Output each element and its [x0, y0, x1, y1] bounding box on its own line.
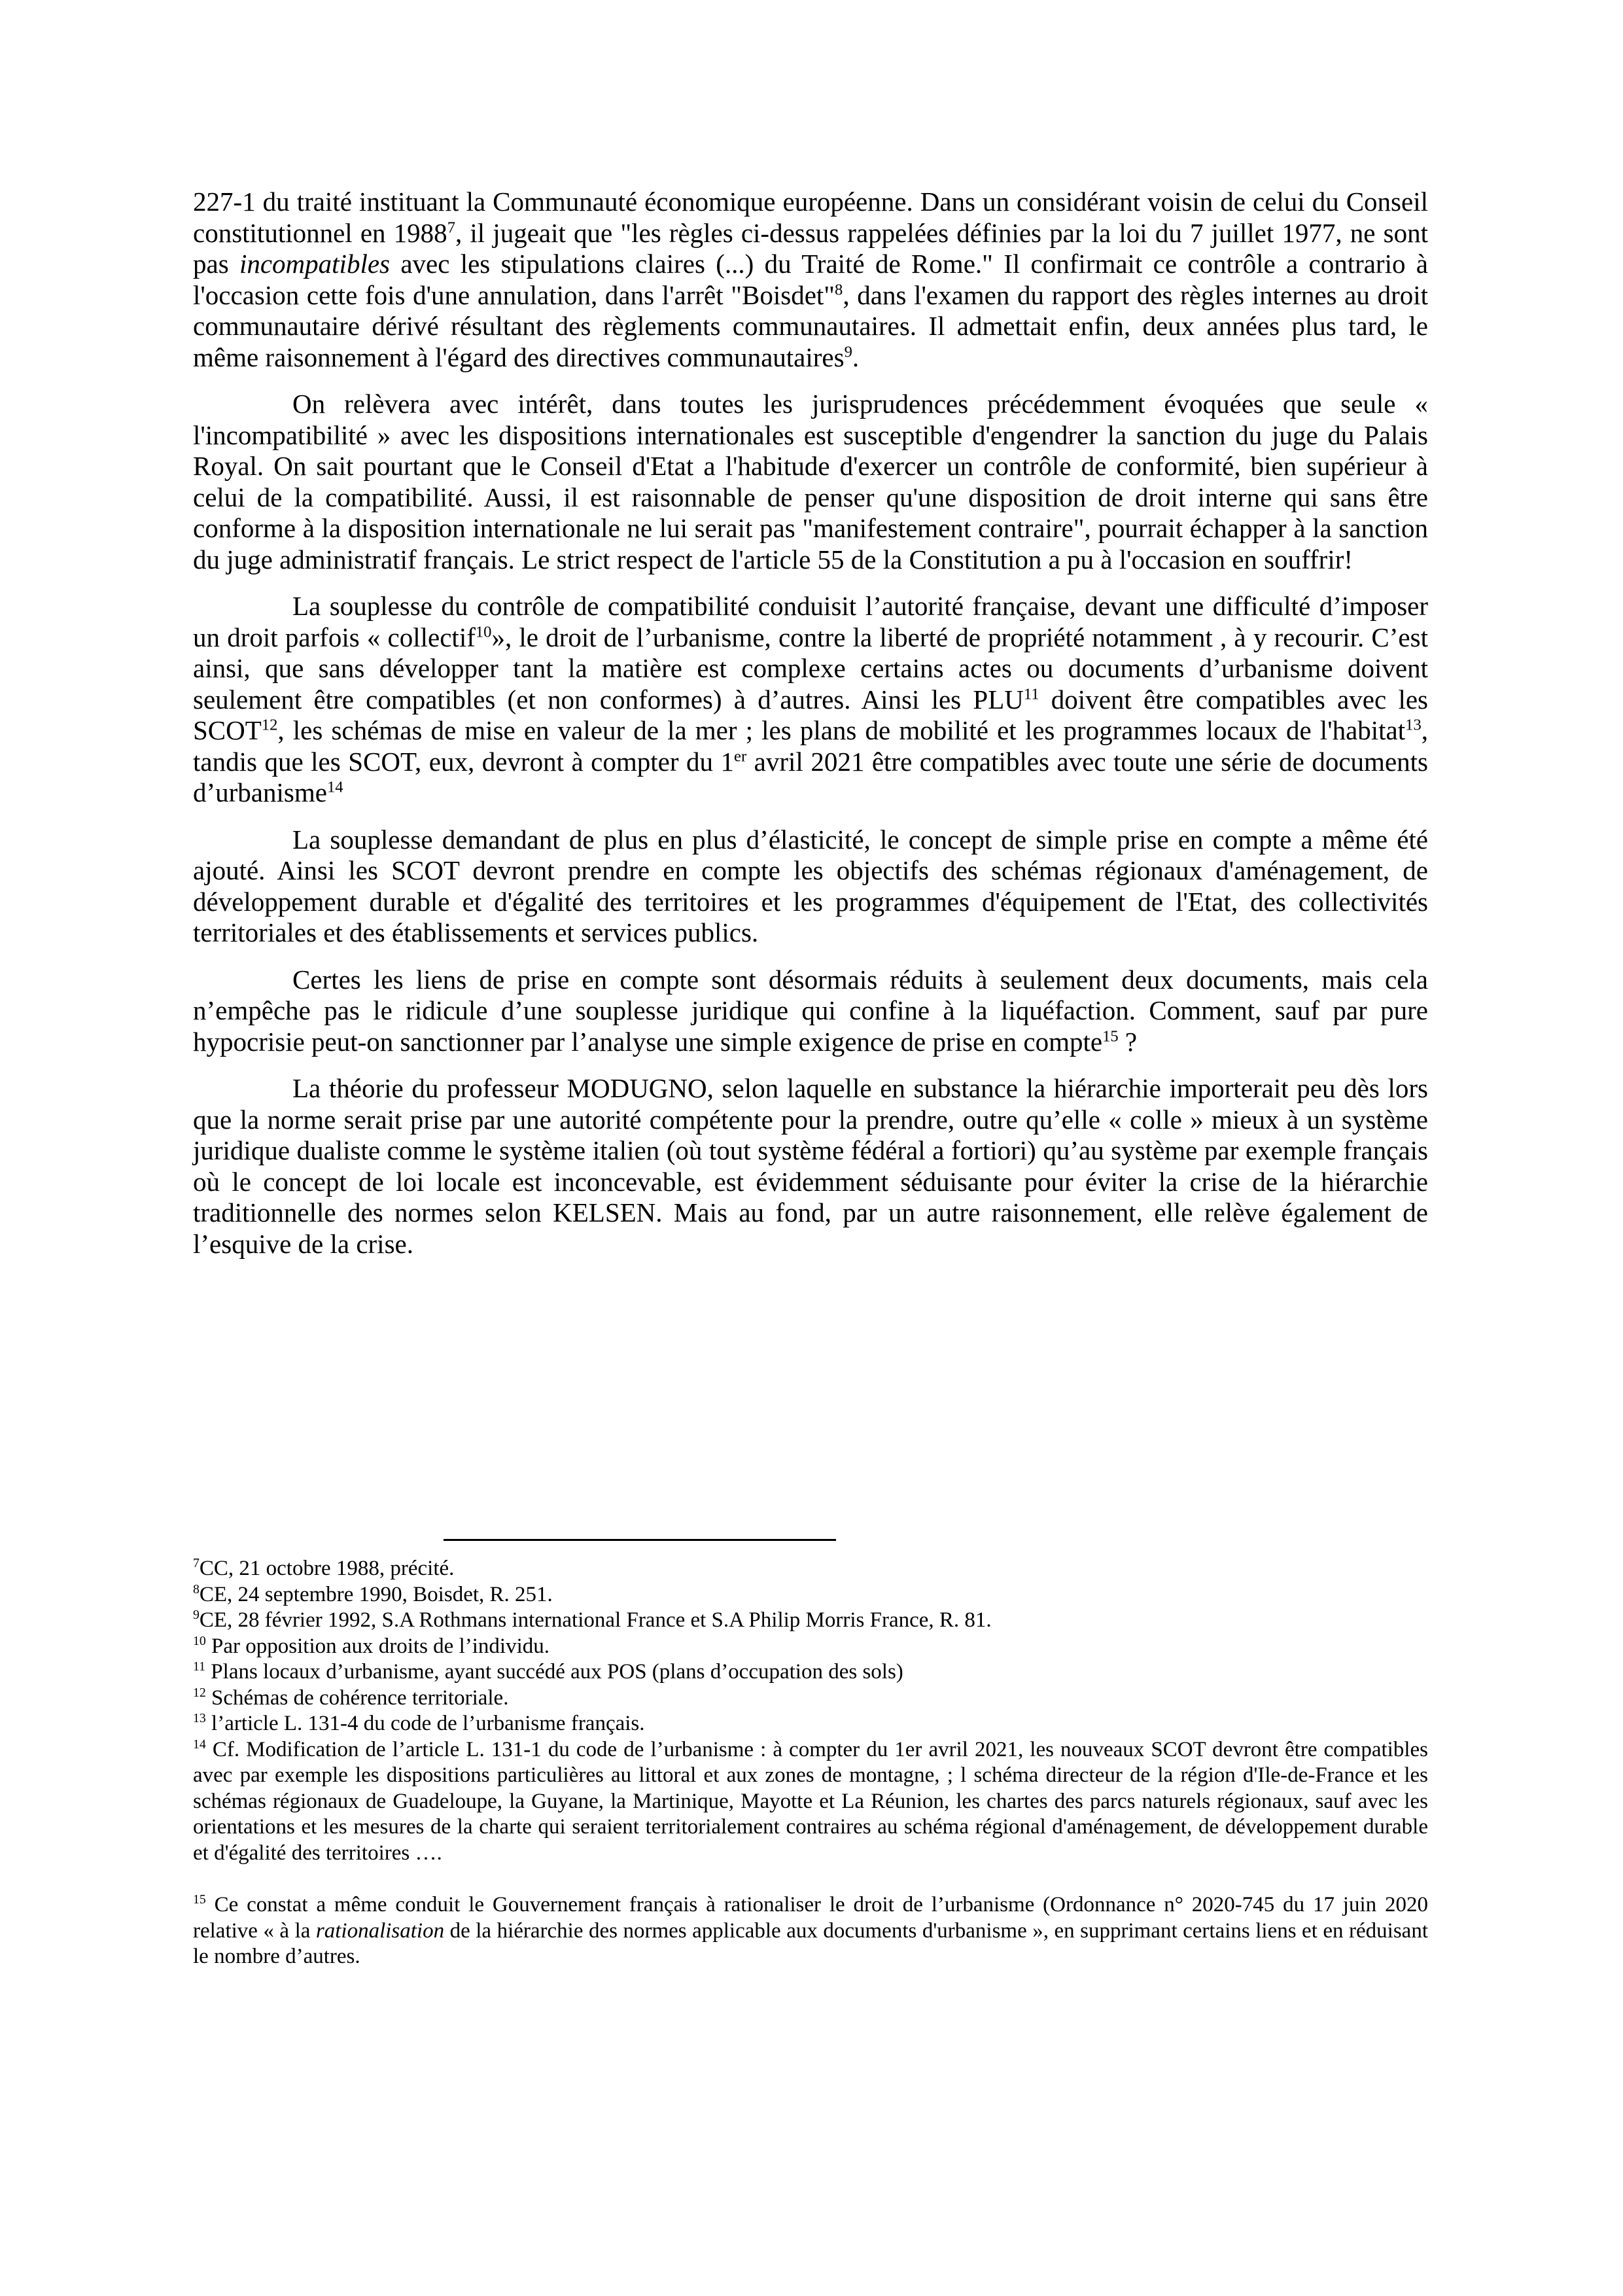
footnote-14: $^{14}$ Cf. Modification de l’article L. 131-1 du code de l’urbanisme : à compter du 1er avril 2021, les nouveaux SCOT devront être compatibles avec par exemple les dispositions particulières au littoral et aux zones de montagne, ; l schéma directeur de la région d'Ile-de-France et les schémas régionaux de Guadeloupe, la Guyane, la Martinique, Mayotte et La Réunion, les chartes des parcs naturels régionaux, sauf avec les orientations et les mesures de la charte qui seraient territorialement contraires au schéma régional d'aménagement, de développement durable et d'égalité des territoires …. — [193, 1737, 1428, 1865]
footnote-ref-15: 15 — [1102, 1027, 1119, 1045]
footnote-7: $^7$CC, 21 octobre 1988, précité. — [193, 1556, 455, 1580]
paragraph-1: 227-1 du traité instituant la Communauté économique européenne. Dans un considérant voisin de celui du Conseil constitutionnel en 1988$^7$, il jugeait que "les règles ci-dessus rappelées définies par la loi du 7 juillet 1977, ne sont pas incompatibles avec les stipulations claires (...) du Traité de Rome." Il confirmait ce contrôle a contrario à l'occasion cette fois d'une annulation, dans l'arrêt "Boisdet"$^8$, dans l'examen du rapport des règles internes au droit communautaire dérivé résultant des règlements communautaires. Il admettait enfin, deux années plus tard, le même raisonnement à l'égard des directives communautaires$^9$. — [193, 186, 1428, 372]
footnote-10: $^{10}$ Par opposition aux droits de l’individu. — [193, 1633, 550, 1658]
body-text — [193, 186, 1428, 1275]
footnote-ref-8: 8 — [835, 280, 843, 298]
footnote-ref-7: 7 — [447, 218, 455, 236]
footnote-12: $^{12}$ Schémas de cohérence territoriale. — [193, 1685, 509, 1710]
emphasis-rationalisation: rationalisation — [315, 1918, 445, 1943]
ordinal-suffix: er — [734, 747, 747, 765]
footnote-ref-14: 14 — [326, 778, 343, 796]
paragraph-6: La théorie du professeur MODUGNO, selon laquelle en substance la hiérarchie importerait peu dès lors que la norme serait prise par une autorité compétente pour la prendre, outre qu’elle « colle » mieux à un système juridique dualiste comme le système italien (où tout système fédéral a fortiori) qu’au système par exemple français où le concept de loi locale est inconcevable, est évidemment séduisante pour éviter la crise de la hiérarchie traditionnelle des normes selon KELSEN. Mais au fond, par un autre raisonnement, elle relève également de l’esquive de la crise. — [193, 1073, 1428, 1259]
footnote-8: $^8$CE, 24 septembre 1990, Boisdet, R. 251. — [193, 1581, 553, 1606]
footnote-ref-12: 12 — [261, 716, 278, 734]
footnote-ref-9: 9 — [844, 342, 852, 361]
footnote-11: $^{11}$ Plans locaux d’urbanisme, ayant succédé aux POS (plans d’occupation des sols) — [193, 1659, 903, 1684]
footnote-separator — [444, 1539, 836, 1541]
footnote-15: $^{15}$ Ce constat a même conduit le Gouvernement français à rationaliser le droit de l’urbanisme (Ordonnance n° 2020-745 du 17 juin 2020 relative « à la rationalisation de la hiérarchie des normes applicable aux documents d'urbanisme », en supprimant certains liens et en réduisant le nombre d’autres. — [193, 1892, 1428, 1968]
footnote-9: $^9$CE, 28 février 1992, S.A Rothmans international France et S.A Philip Morris France, R. 81. — [193, 1608, 992, 1632]
footnote-ref-10: 10 — [475, 622, 492, 641]
paragraph-3: La souplesse du contrôle de compatibilité conduisit l’autorité française, devant une difficulté d’imposer un droit parfois « collectif$^{10}$», le droit de l’urbanisme, contre la liberté de propriété notamment , à y recourir. C’est ainsi, que sans développer tant la matière est complexe certains actes ou documents d’urbanisme doivent seulement être compatibles (et non conformes) à d’autres. Ainsi les PLU$^{11}$ doivent être compatibles avec les SCOT$^{12}$, les schémas de mise en valeur de la mer ; les plans de mobilité et les programmes locaux de l'habitat$^{13}$, tandis que les SCOT, eux, devront à compter du 1er avril 2021 être compatibles avec toute une série de documents d’urbanisme$^{14}$ — [193, 591, 1428, 807]
paragraph-2: On relèvera avec intérêt, dans toutes les jurisprudences précédemment évoquées que seule « l'incompatibilité » avec les dispositions internationales est susceptible d'engendrer la sanction du juge du Palais Royal. On sait pourtant que le Conseil d'Etat a l'habitude d'exercer un contrôle de conformité, bien supérieur à celui de la compatibilité. Aussi, il est raisonnable de penser qu'une disposition de droit interne qui sans être conforme à la disposition internationale ne lui serait pas "manifestement contraire", pourrait échapper à la sanction du juge administratif français. Le strict respect de l'article 55 de la Constitution a pu à l'occasion en souffrir! — [193, 389, 1428, 574]
paragraph-4: La souplesse demandant de plus en plus d’élasticité, le concept de simple prise en compte a même été ajouté. Ainsi les SCOT devront prendre en compte les objectifs des schémas régionaux d'aménagement, de développement durable et d'égalité des territoires et les programmes d'équipement de l'Etat, des collectivités territoriales et des établissements et services publics. — [193, 824, 1428, 947]
footnotes — [193, 1556, 1428, 1970]
footnote-ref-13: 13 — [1405, 716, 1422, 734]
paragraph-5: Certes les liens de prise en compte sont désormais réduits à seulement deux documents, mais cela n’empêche pas le ridicule d’une souplesse juridique qui confine à la liquéfaction. Comment, sauf par pure hypocrisie peut-on sanctionner par l’analyse une simple exigence de prise en compte$^{15}$ ? — [193, 964, 1428, 1057]
footnote-ref-11: 11 — [1023, 684, 1039, 703]
emphasis-incompatibles: incompatibles — [239, 249, 390, 279]
footnote-13: $^{13}$ l’article L. 131-4 du code de l’urbanisme français. — [193, 1711, 645, 1735]
